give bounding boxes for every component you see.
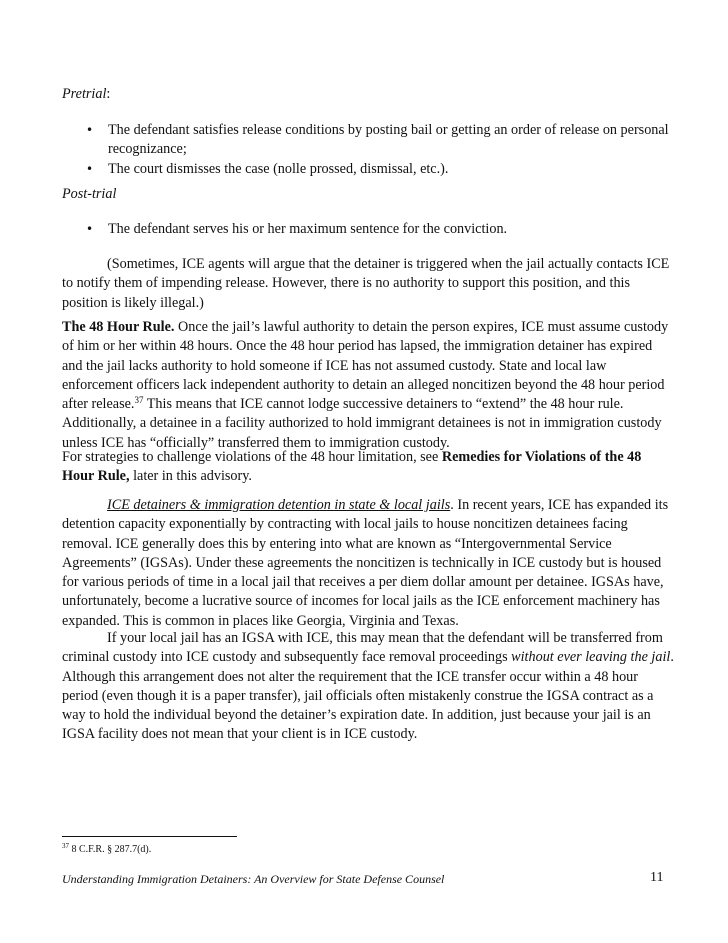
footnote: $^{37}$ 8 C.F.R. § 287.7(d). <box>62 842 152 855</box>
bullet-icon: • <box>86 161 94 176</box>
list-item: • The court dismisses the case (nolle prossed, dismissal, etc.). <box>62 160 674 179</box>
strategies-paragraph: For strategies to challenge violations of the 48 hour limitation, see Remedies for Violations of the 48 Hour Rule, later in this advisory. <box>62 449 642 485</box>
ice-jails-paragraph: ICE detainers & immigration detention in state & local jails. In recent years, ICE has expanded its detention capacity exponentially by contracting with local jails to house noncitizen detainees facing removal. ICE generally does this by entering into what are known as “Intergovernmental Service Agreements” (IGSAs). Under these agreements the noncitizen is technically in ICE custody but is housed for various periods of time in a local jail that receives a per diem dollar amount per detainee. IGSAs have, unfortunately, become a lucrative source of incomes for local jails as the ICE enforcement machinery has expanded. This is common in places like Georgia, Virginia and Texas. <box>62 497 669 629</box>
bullet-icon: • <box>86 222 94 236</box>
rule48-title: The 48 Hour Rule. <box>62 319 175 335</box>
posttrial-heading: Post-trial <box>62 186 117 202</box>
list-item: • The defendant serves his or her maximum sentence for the conviction. <box>62 220 674 239</box>
footnote-marker: 37 <box>62 842 69 850</box>
pretrial-heading: Pretrial: <box>62 86 111 102</box>
pretrial-bullet-list <box>62 121 674 179</box>
footnote-reference: 37 <box>134 395 144 406</box>
footer-title: Understanding Immigration Detainers: An Overview for State Defense Counsel <box>62 872 445 886</box>
ice-jails-heading: ICE detainers & immigration detention in state & local jails <box>107 497 451 513</box>
igsa-emphasis: without ever leaving the jail <box>511 649 671 666</box>
posttrial-bullet-list <box>62 220 674 239</box>
footnote-divider <box>62 836 237 837</box>
page-number: 11 <box>650 870 664 885</box>
rule48-paragraph: The 48 Hour Rule. Once the jail’s lawful authority to detain the person expires, ICE must assume custody of him or her within 48 hours. Once the 48 hour period has lapsed, the immigration detainer has expired and the jail lacks authority to hold someone if ICE has not assumed custody. State and local law enforcement officers lack independent authority to detain an alleged noncitizen beyond the 48 hour period after release.$^{37}$ This means that ICE cannot lodge successive detainers to “extend” the 48 hour rule. Additionally, a detainee in a facility authorized to hold immigrant detainees is not in immigration custody unless ICE has “officially” transferred them to immigration custody. <box>62 319 669 451</box>
sometimes-paragraph: (Sometimes, ICE agents will argue that the detainer is triggered when the jail actually contacts ICE to notify them of impending release. However, there is no authority to support this position, and this position is likely illegal.) <box>62 256 670 311</box>
bullet-icon: • <box>86 123 94 137</box>
list-item: • The defendant satisfies release conditions by posting bail or getting an order of release on personal recognizance; <box>86 122 669 158</box>
igsa-paragraph: If your local jail has an IGSA with ICE, this may mean that the defendant will be transferred from criminal custody into ICE custody and subsequently face removal proceedings without ever leaving the jail. Although this arrangement does not alter the requirement that the ICE transfer occur within a 48 hour period (even though it is a paper transfer), jail officials often mistakenly construe the IGSA contract as a way to hold the individual beyond the detainer’s expiration date. In addition, just because your jail is an IGSA facility does not mean that your client is in ICE custody. <box>62 630 674 743</box>
remedies-reference: Remedies for Violations of the 48 Hour Rule, <box>62 449 642 485</box>
